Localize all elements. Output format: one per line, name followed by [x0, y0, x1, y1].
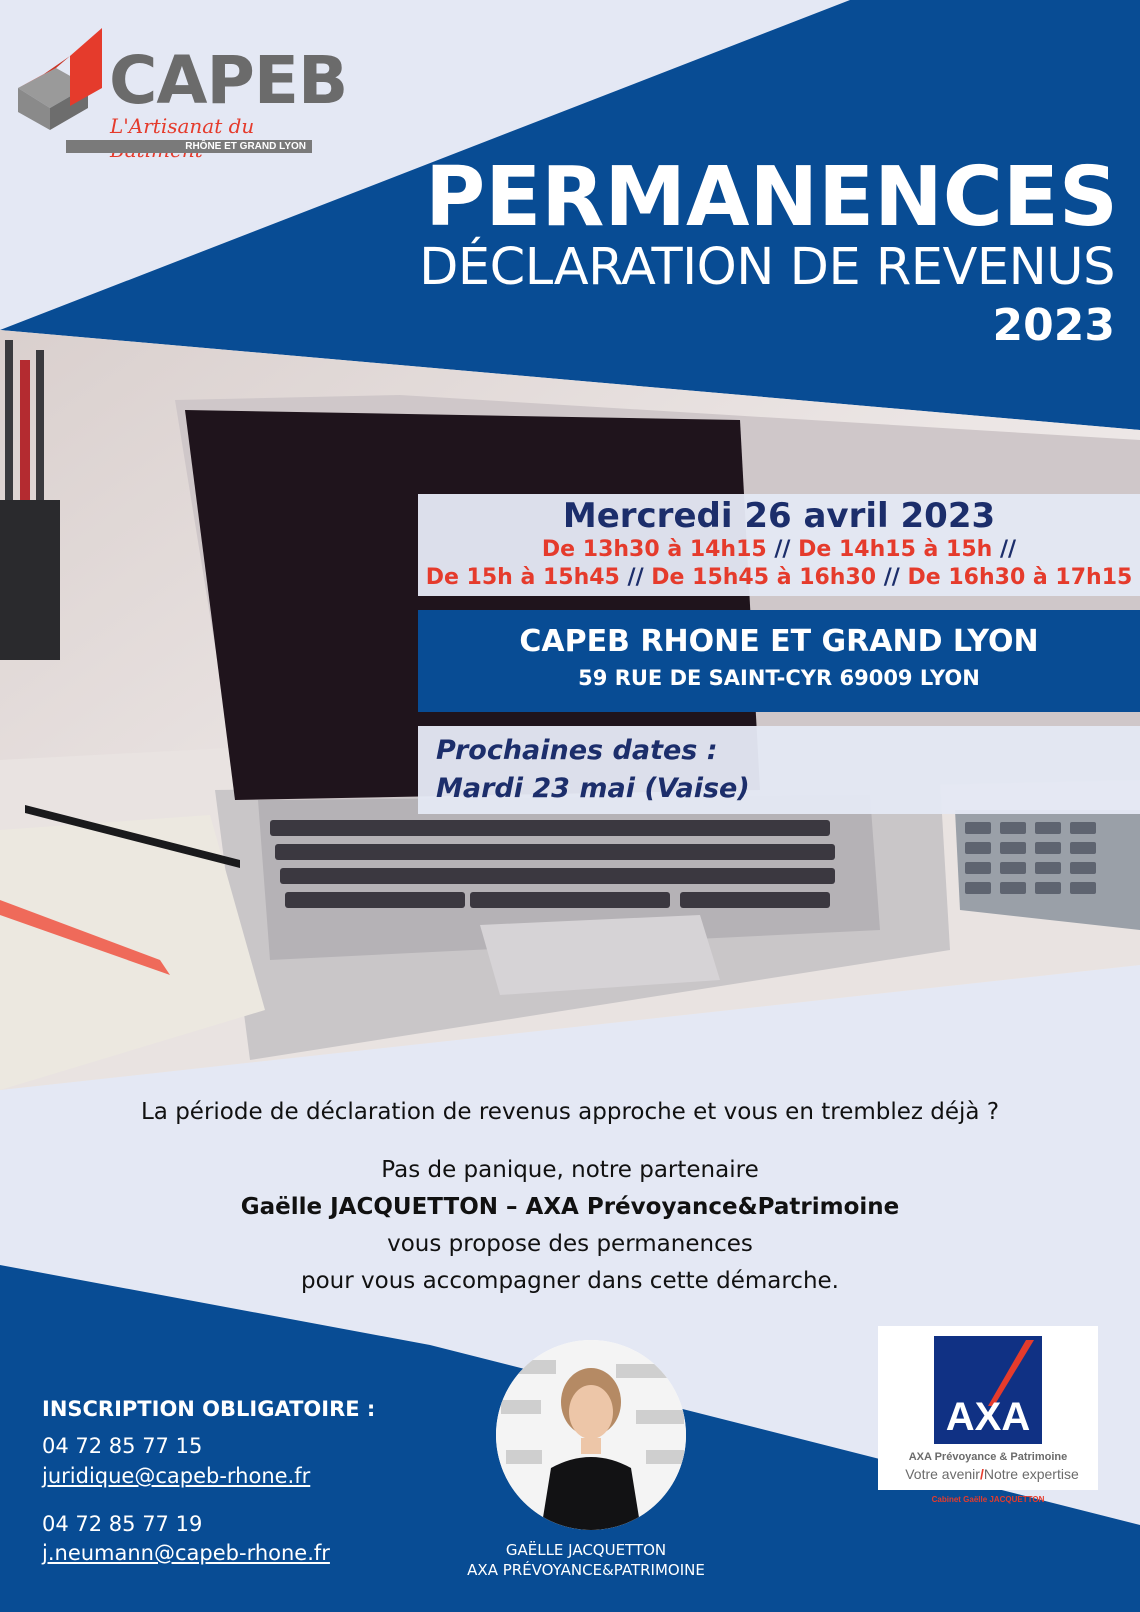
event-date: Mercredi 26 avril 2023 — [562, 496, 996, 536]
next-date: Mardi 23 mai (Vaise) — [436, 773, 750, 804]
axa-company-name: AXA Prévoyance & Patrimoine — [908, 1451, 1068, 1463]
time-slot: De 13h30 à 14h15 — [541, 537, 767, 562]
axa-slogan: Votre avenir/Notre expertise — [905, 1466, 1079, 1482]
portrait-company: AXA PRÉVOYANCE&PATRIMOINE — [467, 1561, 705, 1579]
intro-text: La période de déclaration de revenus approche et vous en tremblez déjà ? — [140, 1099, 1000, 1125]
contact-phone-2: 04 72 85 77 19 — [42, 1512, 203, 1536]
page-year: 2023 — [992, 300, 1115, 351]
capeb-logo-tagline: L'Artisanat du — [110, 114, 255, 138]
venue-address: 59 RUE DE SAINT-CYR 69009 LYON — [578, 666, 980, 690]
contact-email-1[interactable]: juridique@capeb-rhone.fr — [42, 1464, 311, 1488]
time-slot: De 15h à 15h45 — [425, 565, 620, 590]
axa-logo-icon — [934, 1336, 1042, 1444]
portrait-photo — [496, 1340, 686, 1530]
slot-separator: // — [1000, 537, 1017, 562]
event-date-box — [418, 494, 1140, 596]
axa-logo-brand: AXA — [945, 1395, 1031, 1439]
axa-slogan-part-2: Notre expertise — [983, 1466, 1079, 1482]
venue-box — [418, 610, 1140, 712]
time-slot: De 14h15 à 15h — [798, 537, 993, 562]
portrait-name: GAËLLE JACQUETTON — [505, 1541, 667, 1559]
person-avatar-icon — [496, 1340, 686, 1530]
next-dates-box — [418, 726, 1140, 814]
contact-phone-1: 04 72 85 77 15 — [42, 1434, 203, 1458]
body-line-3: vous propose des permanences — [387, 1231, 753, 1257]
time-slot: De 15h45 à 16h30 — [651, 565, 877, 590]
partner-name: Gaëlle JACQUETTON – AXA Prévoyance&Patrimoine — [240, 1194, 900, 1220]
contact-email-2[interactable]: j.neumann@capeb-rhone.fr — [42, 1541, 330, 1565]
axa-logo-card — [878, 1326, 1098, 1490]
time-slots-row-2 — [418, 564, 1140, 592]
page-subtitle: DÉCLARATION DE REVENUS — [419, 238, 1115, 297]
registration-title: INSCRIPTION OBLIGATOIRE : — [42, 1397, 376, 1421]
body-line-4: pour vous accompagner dans cette démarche. — [301, 1268, 839, 1294]
venue-name: CAPEB RHONE ET GRAND LYON — [519, 624, 1039, 659]
slot-separator: // — [627, 565, 644, 590]
axa-logo-box — [934, 1336, 1042, 1444]
axa-slogan-part-1: Votre avenir — [905, 1466, 980, 1482]
time-slot: De 16h30 à 17h15 — [907, 565, 1133, 590]
body-line-1: Pas de panique, notre partenaire — [381, 1157, 759, 1183]
capeb-logo-name: CAPEB — [109, 42, 348, 119]
axa-cabinet: Cabinet Gaëlle JACQUETTON — [931, 1495, 1045, 1504]
time-slots-row-1 — [418, 536, 1140, 564]
slot-separator: // — [774, 537, 791, 562]
next-dates-label: Prochaines dates : — [436, 735, 718, 766]
capeb-logo — [14, 26, 348, 161]
slot-separator: // — [883, 565, 900, 590]
capeb-cube-icon — [14, 26, 106, 130]
capeb-logo-region: RHÔNE ET GRAND LYON — [66, 140, 312, 153]
page-title: PERMANENCES — [425, 150, 1118, 245]
